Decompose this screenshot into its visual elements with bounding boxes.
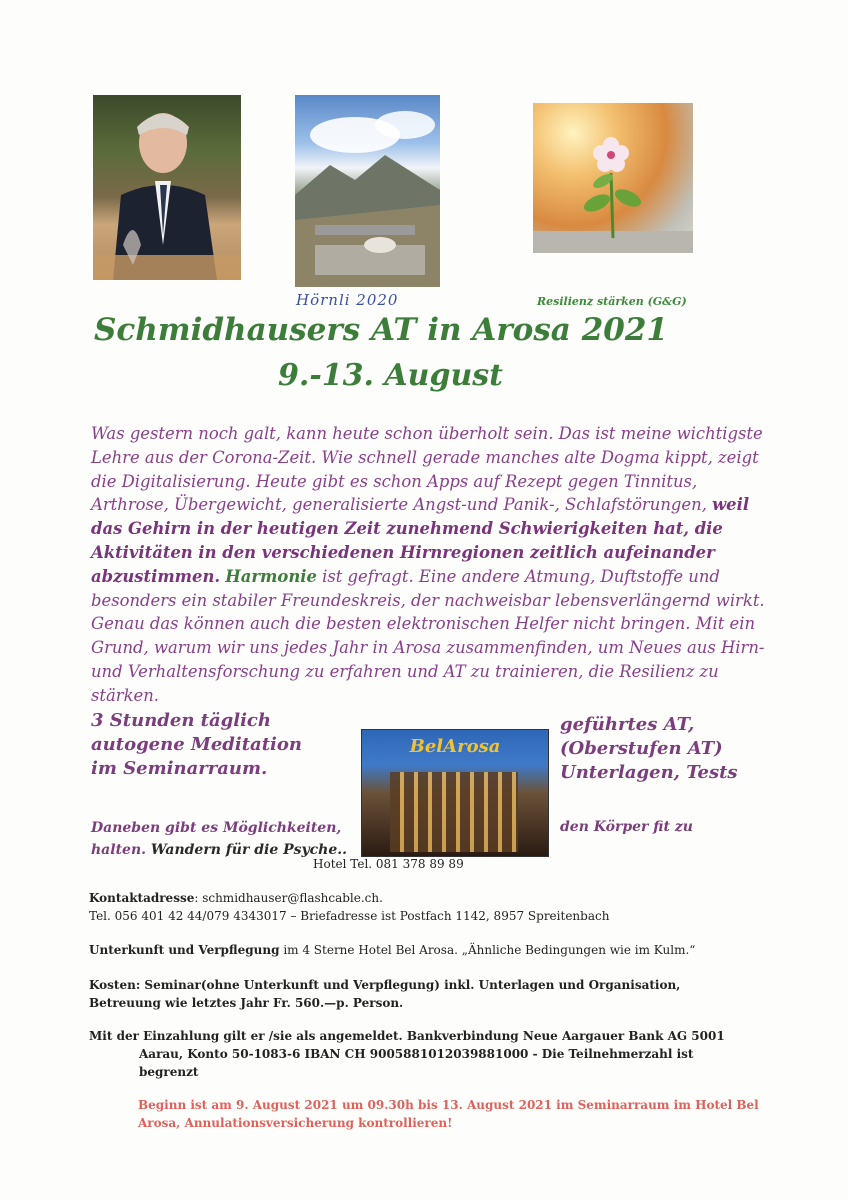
- hotel-phone: Hotel Tel. 081 378 89 89: [313, 857, 464, 871]
- payment-line-2: Aarau, Konto 50-1083-6 IBAN CH 9005881012039881000 - Die Teilnehmerzahl ist begrenzt: [139, 1047, 694, 1079]
- handwritten-caption: Hörnli 2020: [296, 291, 399, 309]
- flower-caption: Resilienz stärken (G&G): [537, 295, 687, 308]
- intro-harmonie: Harmonie: [225, 566, 317, 586]
- hotel-photo: [361, 729, 549, 857]
- portrait-photo: [93, 95, 241, 280]
- mountain-icon: [295, 95, 440, 287]
- hotel-building-icon: [390, 772, 518, 852]
- intro-text-2: ist gefragt. Eine andere Atmung, Duftstoffe und besonders ein stabiler Freundeskreis, der nachweisbar lebensverlängernd wirkt. Genau das können auch die besten elektronischen Helfer nicht bringen. Mit ein Grund, warum wir uns jedes Jahr in Arosa zusammenfinden, um Neues aus Hirn-und Verhaltensforschung zu erfahren und AT zu trainieren, die Resilienz zu stärken.: [91, 566, 765, 705]
- payment-line-1: Mit der Einzahlung gilt er /sie als angemeldet. Bankverbindung Neue Aargauer Bank AG 5001: [89, 1029, 725, 1043]
- contact-email: : schmidhauser@flashcable.ch.: [194, 891, 383, 905]
- intro-text-1: Was gestern noch galt, kann heute schon überholt sein. Das ist meine wichtigste Lehre aus der Corona-Zeit. Wie schnell gerade manches alte Dogma kippt, zeigt die Digitalisierung. Heute gibt es schon Apps auf Rezept gegen Tinnitus, Arthrose, Übergewicht, generalisierte Angst-und Panik-, Schlafstörungen,: [91, 424, 763, 515]
- program-right: geführtes AT, (Oberstufen AT) Unterlagen, Tests: [560, 714, 738, 783]
- intro-bold-text: weil das Gehirn in der heutigen Zeit zunehmend Schwierigkeiten hat, die Aktivitäten in den verschiedenen Hirnregionen zeitlich aufeinander abzustimmen.: [91, 495, 750, 586]
- start-notice: Beginn ist am 9. August 2021 um 09.30h bis 13. August 2021 im Seminarraum im Hotel Bel Arosa, Annulationsversicherung kontrollieren!: [138, 1098, 759, 1130]
- page-title: Schmidhausers AT in Arosa 2021: [94, 312, 668, 348]
- contact-phone: Tel. 056 401 42 44/079 4343017 – Briefadresse ist Postfach 1142, 8957 Spreitenbach: [89, 909, 610, 923]
- intro-paragraph: [91, 422, 771, 708]
- payment-block: [89, 1027, 779, 1081]
- accommodation-label: Unterkunft und Verpflegung: [89, 943, 280, 957]
- page-subtitle: 9.-13. August: [278, 358, 504, 393]
- daneben-plain: Daneben gibt es Möglichkeiten, halten.: [91, 820, 342, 858]
- daneben-wandern: Wandern für die Psyche..: [150, 842, 347, 858]
- costs-block: [89, 976, 749, 1012]
- accommodation-block: [89, 941, 695, 959]
- program-left: 3 Stunden täglich autogene Meditation im Seminarraum.: [91, 710, 302, 779]
- daneben-text: [91, 817, 361, 861]
- contact-label: Kontaktadresse: [89, 891, 195, 905]
- hotel-name-sign: BelArosa: [409, 736, 501, 757]
- mountain-photo: [295, 95, 440, 287]
- daneben-right: den Körper fit zu: [560, 819, 693, 835]
- portrait-icon: [93, 95, 241, 280]
- contact-block: [89, 889, 609, 925]
- flower-photo: [533, 103, 693, 253]
- costs-text: Kosten: Seminar(ohne Unterkunft und Verpflegung) inkl. Unterlagen und Organisation, Betreuung wie letztes Jahr Fr. 560.—p. Person.: [89, 978, 681, 1010]
- accommodation-text: im 4 Sterne Hotel Bel Arosa. „Ähnliche Bedingungen wie im Kulm.“: [279, 943, 696, 957]
- flower-icon: [533, 103, 693, 253]
